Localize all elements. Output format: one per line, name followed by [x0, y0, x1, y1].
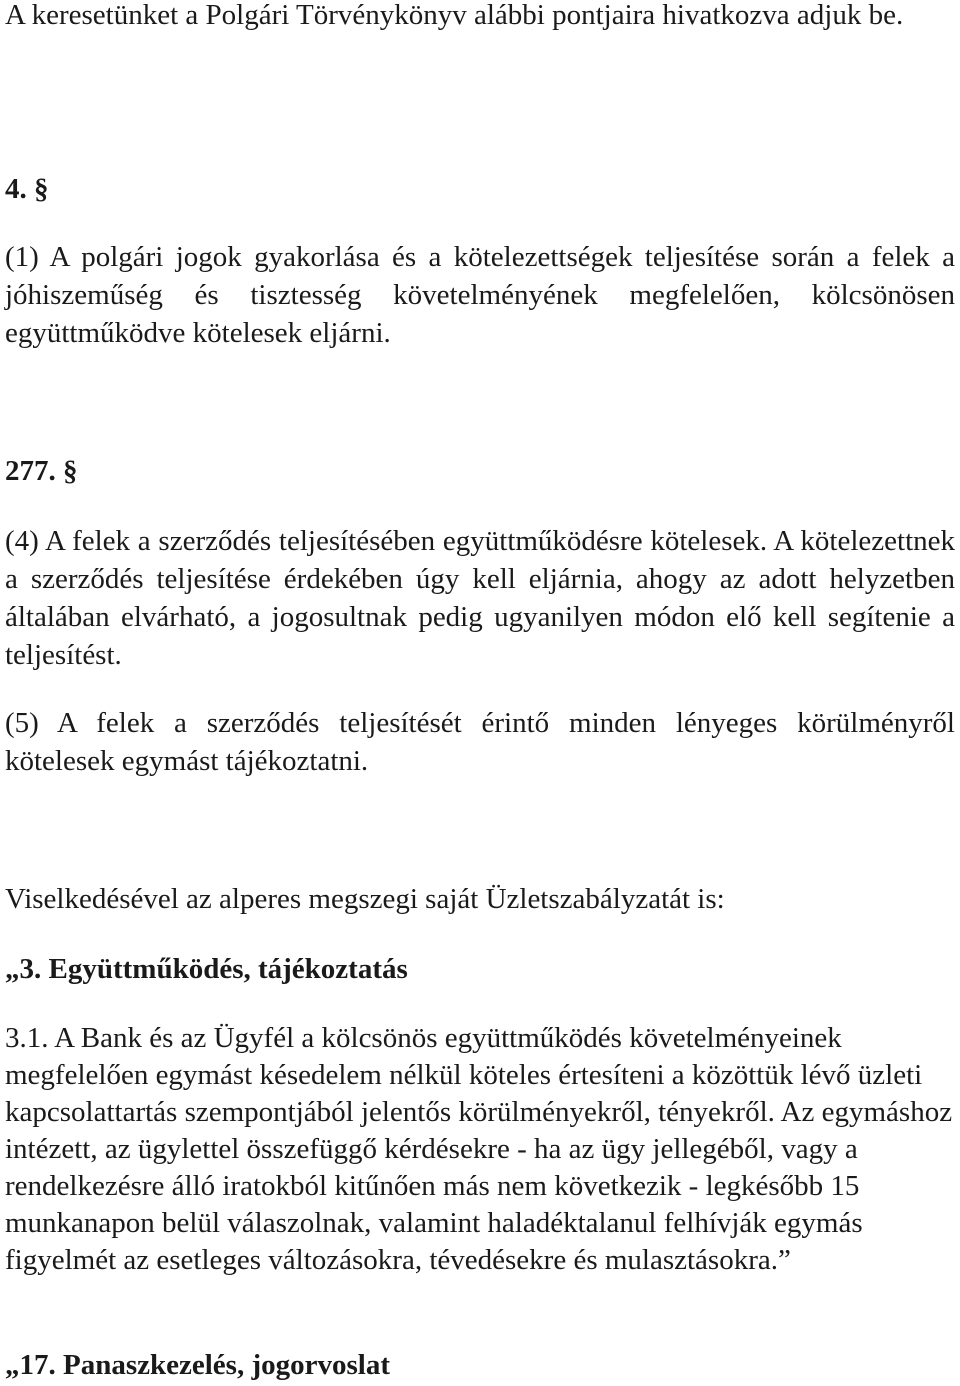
- section-heading-4: 4. §: [5, 173, 49, 205]
- quote-heading: „3. Együttműködés, tájékoztatás: [5, 953, 408, 985]
- intro-paragraph: A keresetünket a Polgári Törvénykönyv alábbi pontjaira hivatkozva adjuk be.: [5, 0, 904, 31]
- paragraph-277-5: (5) A felek a szerződés teljesítését érintő minden lényeges körülményről kötelesek egymást tájékoztatni.: [5, 707, 955, 777]
- paragraph-277-4: (4) A felek a szerződés teljesítésében együttműködésre kötelesek. A kötelezettnek a szerződés teljesítése érdekében úgy kell eljárnia, ahogy az adott helyzetben általában elvárható, a jogosultnak pedig ugyanilyen módon elő kell segítenie a teljesítést.: [5, 525, 955, 671]
- section-heading-277: 277. §: [5, 455, 78, 487]
- final-heading: „17. Panaszkezelés, jogorvoslat: [5, 1349, 390, 1381]
- quote-paragraph-3-1: 3.1. A Bank és az Ügyfél a kölcsönös együttműködés követelményeinek megfelelően egymást késedelem nélkül köteles értesíteni a közöttük lévő üzleti kapcsolattartás szempontjából jelentős körülményekről, tényekről. Az egymáshoz intézett, az ügylettel összefüggő kérdésekre - ha az ügy jellegéből, vagy a rendelkezésre álló iratokból kitűnően más nem következik - legkésőbb 15 munkanapon belül válaszolnak, valamint haladéktalanul felhívják egymás figyelmét az esetleges változásokra, tévedésekre és mulasztásokra.”: [5, 1022, 953, 1276]
- paragraph-4-1: (1) A polgári jogok gyakorlása és a kötelezettségek teljesítése során a felek a jóhiszeműség és tisztesség követelményének megfelelően, kölcsönösen együttműködve kötelesek eljárni.: [5, 241, 955, 349]
- rules-intro-paragraph: Viselkedésével az alperes megszegi saját Üzletszabályzatát is:: [5, 883, 725, 915]
